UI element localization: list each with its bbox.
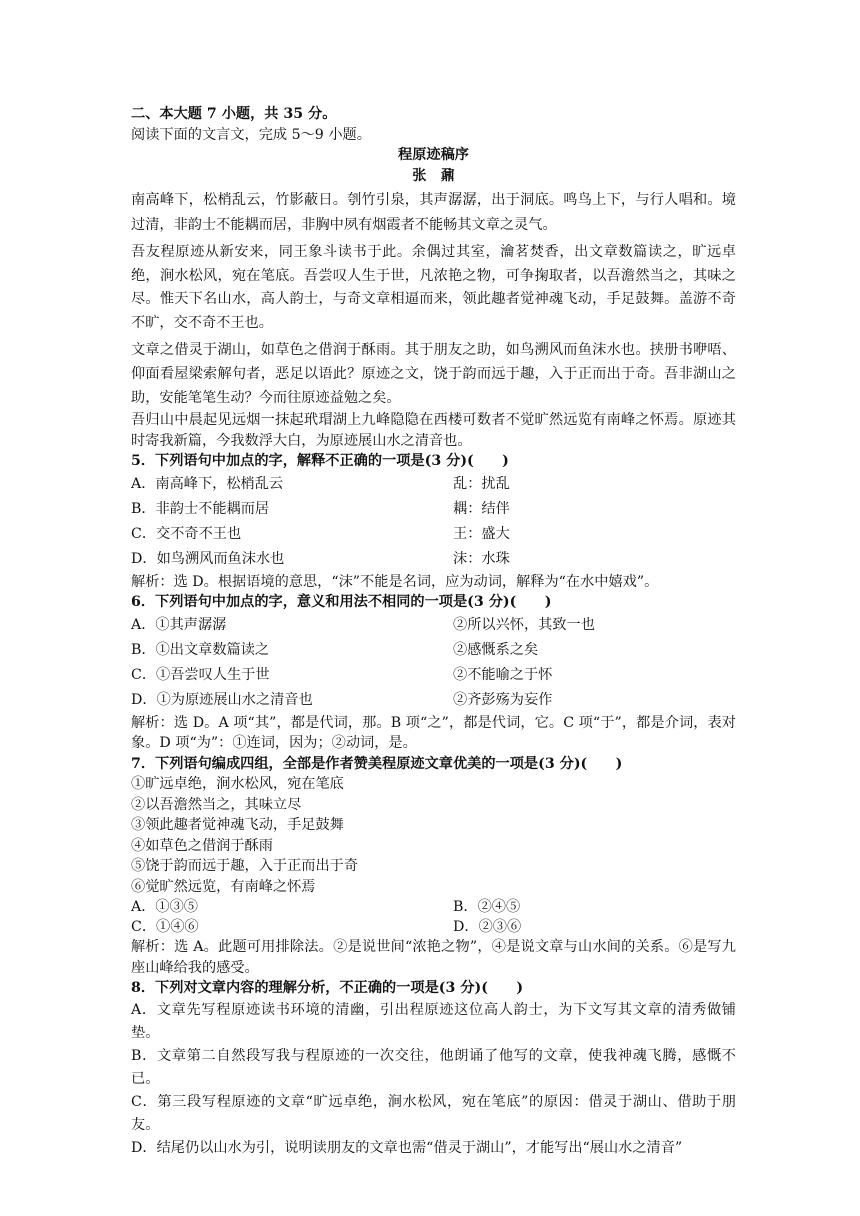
question-7-item-5: ⑤饶于韵而远于趣，入于正而出于奇	[131, 858, 359, 874]
question-7-stem: 7．下列语句编成四组，全部是作者赞美程原迹文章优美的一项是(3 分)( )	[131, 755, 623, 772]
question-7-item-2: ②以吾澹然当之，其味立尽	[131, 796, 302, 813]
question-5-option-a	[131, 472, 736, 497]
question-7-choices-row-1	[131, 897, 736, 917]
option-text: B．非韵士不能耦而居	[131, 500, 270, 517]
question-8-option-d: D．结尾仍以山水为引，说明读朋友的文章也需“借灵于湖山”，才能写出“展山水之清音”	[131, 1139, 683, 1156]
question-8-option-b: B．文章第二自然段写我与程原迹的一次交往，他朗诵了他写的文章，使我神魂飞腾，感慨不已。	[131, 1047, 736, 1087]
question-6-option-b	[131, 638, 736, 663]
passage-paragraph-2: 吾友程原迹从新安来，同王象斗读书于此。余偶过其室，瀹茗焚香，出文章数篇读之，旷远卓绝，涧水松风，宛在笔底。吾尝叹人生于世，凡浓艳之物，可争掬取者，以吾澹然当之，其味之尽。惟天下名山水，高人韵士，与奇文章相逼而来，领此趣者觉神魂飞动，手足鼓舞。盖游不奇不旷，交不奇不王也。	[131, 244, 736, 331]
option-text: A．南高峰下，松梢乱云	[131, 475, 284, 492]
option-explanation: 耦：结伴	[453, 500, 510, 517]
passage-title: 程原迹稿序	[398, 147, 469, 163]
option-text: C．交不奇不王也	[131, 525, 242, 542]
document-page	[131, 104, 736, 1160]
question-8-option-c: C．第三段写程原迹的文章“旷远卓绝，涧水松风，宛在笔底”的原因：借灵于湖山、借助于朋友。	[131, 1093, 736, 1133]
question-7-item-4: ④如草色之借润于酥雨	[131, 837, 273, 854]
option-text: B．①出文章数篇读之	[131, 641, 270, 658]
passage-paragraph-4: 吾归山中晨起见远烟一抹起玳瑁湖上九峰隐隐在西楼可数者不觉旷然远览有南峰之怀焉。原迹其时寄我新篇，今我数浮大白，为原迹展山水之清音也。	[131, 412, 736, 449]
question-7-item-1: ①旷远卓绝，涧水松风，宛在笔底	[131, 776, 344, 792]
option-compare: ②不能喻之于怀	[453, 666, 553, 683]
option-explanation: 沫：水珠	[453, 550, 510, 567]
question-5-analysis: 解析：选 D。根据语境的意思，“沫”不能是名词，应为动词，解释为“在水中嬉戏”。	[131, 573, 659, 590]
question-5-option-c	[131, 522, 736, 547]
passage-author: 张 鼐	[412, 167, 455, 184]
question-5-option-b	[131, 497, 736, 522]
question-6-analysis: 解析：选 D。A 项“其”，都是代词，那。B 项“之”，都是代词，它。C 项“于”，都是介词，表对象。D 项“为”：①连词，因为；②动词，是。	[131, 714, 736, 751]
passage-paragraph-1: 南高峰下，松梢乱云，竹影蔽日。刳竹引泉，其声潺潺，出于洞底。鸣鸟上下，与行人唱和。境过清，非韵士不能耦而居，非胸中夙有烟霞者不能畅其文章之灵气。	[131, 192, 736, 233]
option-text: D．如鸟溯风而鱼沫水也	[131, 550, 285, 567]
option-explanation: 王：盛大	[453, 525, 510, 542]
question-8-stem: 8．下列对文章内容的理解分析，不正确的一项是(3 分)( )	[131, 980, 524, 996]
option-compare: ②所以兴怀，其致一也	[453, 616, 595, 633]
question-7-item-3: ③领此趣者觉神魂飞动，手足鼓舞	[131, 817, 344, 833]
section-heading: 二、本大题 7 小题，共 35 分。	[131, 106, 337, 122]
option-text: D．①为原迹展山水之清音也	[131, 691, 313, 708]
question-7-item-6: ⑥觉旷然远览，有南峰之怀焉	[131, 878, 316, 895]
option-explanation: 乱：扰乱	[453, 475, 510, 492]
question-6-stem: 6．下列语句中加点的字，意义和用法不相同的一项是(3 分)( )	[131, 594, 552, 610]
choice: C．①④⑥	[131, 919, 199, 935]
question-6-option-c	[131, 663, 736, 688]
option-compare: ②齐彭殇为妄作	[453, 691, 553, 708]
question-7-analysis: 解析：选 A。此题可用排除法。②是说世间“浓艳之物”，④是说文章与山水间的关系。⑥是写九座山峰给我的感受。	[131, 939, 736, 976]
choice: B．②④⑤	[453, 899, 521, 915]
choice: A．①③⑤	[131, 899, 198, 915]
section-instruction: 阅读下面的文言文，完成 5～9 小题。	[131, 126, 371, 143]
choice: D．②③⑥	[453, 919, 522, 935]
question-8-option-a: A．文章先写程原迹读书环境的清幽，引出程原迹这位高人韵士，为下文写其文章的清秀做铺垫。	[131, 1001, 736, 1041]
question-5-stem: 5．下列语句中加点的字，解释不正确的一项是(3 分)( )	[131, 453, 509, 469]
option-text: C．①吾尝叹人生于世	[131, 666, 270, 683]
question-6-option-a	[131, 613, 736, 638]
passage-paragraph-3: 文章之借灵于湖山，如草色之借润于酥雨。其于朋友之助，如鸟溯风而鱼沫水也。挟册书咿唔、仰面看屋梁索解句者，恶足以语此？原迹之文，饶于韵而远于趣，入于正而出于奇。吾非湖山之助，安能笔笔生动？今而往原迹益勉之矣。	[131, 342, 736, 406]
question-7-choices-row-2	[131, 917, 736, 937]
question-6-option-d	[131, 688, 736, 713]
option-text: A．①其声潺潺	[131, 616, 227, 633]
option-compare: ②感慨系之矣	[453, 641, 539, 658]
question-5-option-d	[131, 547, 736, 572]
